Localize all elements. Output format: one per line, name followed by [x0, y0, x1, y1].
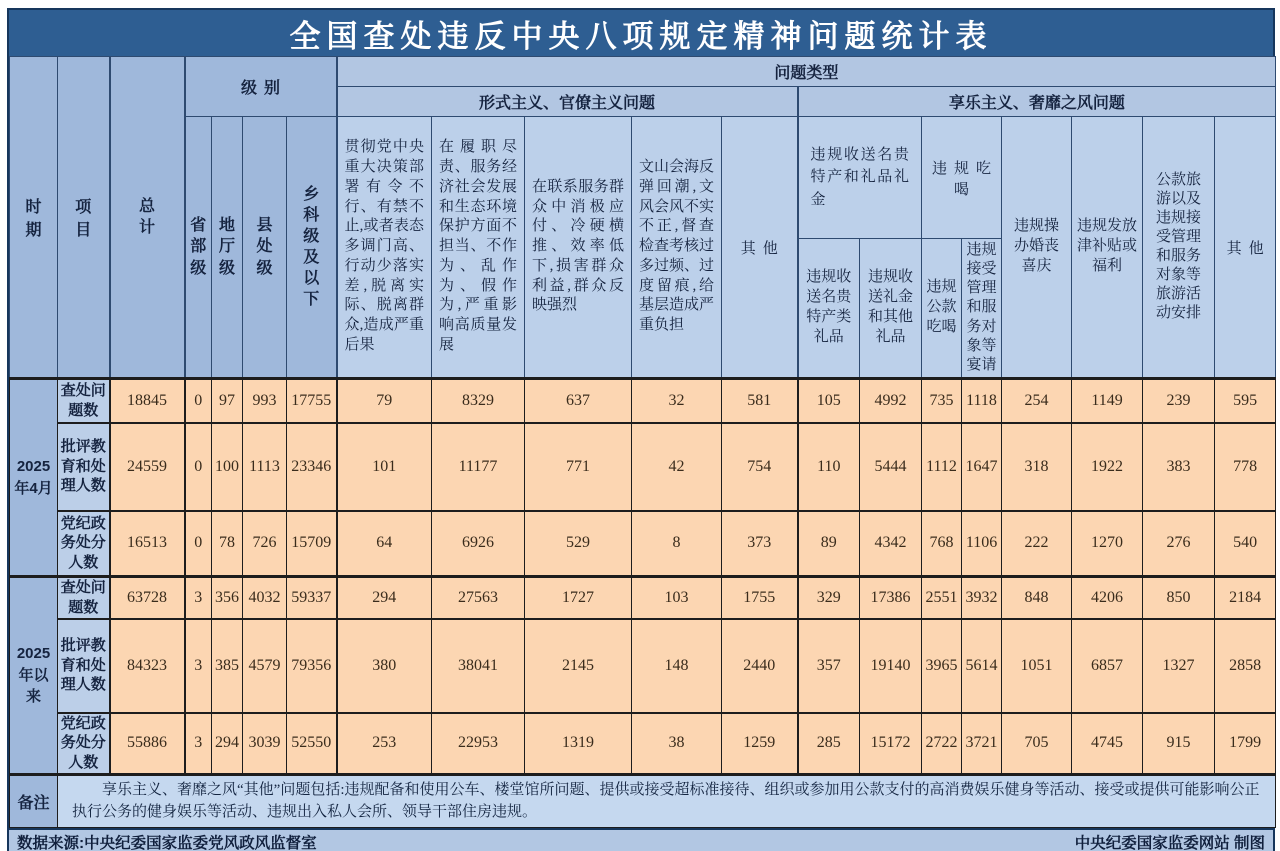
value-cell: 222 — [1002, 511, 1072, 577]
value-cell: 0 — [185, 511, 212, 577]
remark-text: 享乐主义、奢靡之风“其他”问题包括:违规配备和使用公车、楼堂馆所问题、提供或接受超标准接待、组织或参加用公款支付的高消费娱乐健身等活动、接受或提供可能影响公正执行公务的健身娱乐等活动、违规出入私人会所、领导干部住房违规。 — [58, 774, 1276, 827]
value-cell: 97 — [212, 379, 243, 423]
remark-row — [10, 774, 1276, 827]
value-cell: 595 — [1215, 379, 1276, 423]
value-cell: 100 — [212, 423, 243, 511]
value-cell: 373 — [722, 511, 798, 577]
value-cell: 4745 — [1072, 713, 1143, 775]
row-label: 批评教育和处理人数 — [58, 619, 110, 713]
value-cell: 1118 — [962, 379, 1002, 423]
value-cell: 735 — [922, 379, 962, 423]
data-row — [10, 379, 1276, 423]
value-cell: 64 — [337, 511, 432, 577]
value-cell: 0 — [185, 379, 212, 423]
value-cell: 105 — [798, 379, 860, 423]
col-header-level-prefecture: 地厅级 — [212, 117, 243, 379]
row-label: 查处问题数 — [58, 577, 110, 619]
col-header-level-township: 乡科级及以下 — [287, 117, 337, 379]
value-cell: 239 — [1143, 379, 1215, 423]
remark-label: 备注 — [10, 774, 58, 827]
value-cell: 276 — [1143, 511, 1215, 577]
value-cell: 1270 — [1072, 511, 1143, 577]
value-cell: 2722 — [922, 713, 962, 775]
data-row — [10, 713, 1276, 775]
data-row — [10, 577, 1276, 619]
period-cell: 2025年4月 — [10, 379, 58, 577]
value-cell: 3965 — [922, 619, 962, 713]
value-cell: 754 — [722, 423, 798, 511]
value-cell: 540 — [1215, 511, 1276, 577]
value-cell: 11177 — [432, 423, 525, 511]
col-header-formalism-4: 文山会海反弹回潮,文风会风不实不正,督查检查考核过多过频、过度留痕,给基层造成严重负担 — [632, 117, 722, 379]
statistics-sheet — [7, 8, 1275, 851]
value-cell: 1149 — [1072, 379, 1143, 423]
table-title: 全国查处违反中央八项规定精神问题统计表 — [9, 10, 1273, 56]
value-cell: 110 — [798, 423, 860, 511]
value-cell: 63728 — [110, 577, 185, 619]
value-cell: 318 — [1002, 423, 1072, 511]
value-cell: 42 — [632, 423, 722, 511]
value-cell: 8329 — [432, 379, 525, 423]
value-cell: 329 — [798, 577, 860, 619]
value-cell: 2551 — [922, 577, 962, 619]
value-cell: 32 — [632, 379, 722, 423]
value-cell: 581 — [722, 379, 798, 423]
value-cell: 18845 — [110, 379, 185, 423]
value-cell: 38041 — [432, 619, 525, 713]
data-row — [10, 511, 1276, 577]
value-cell: 357 — [798, 619, 860, 713]
header-row-1 — [10, 57, 1276, 87]
value-cell: 89 — [798, 511, 860, 577]
value-cell: 1799 — [1215, 713, 1276, 775]
col-header-total-label: 总计 — [138, 197, 155, 236]
value-cell: 103 — [632, 577, 722, 619]
value-cell: 850 — [1143, 577, 1215, 619]
value-cell: 78 — [212, 511, 243, 577]
value-cell: 356 — [212, 577, 243, 619]
value-cell: 1922 — [1072, 423, 1143, 511]
value-cell: 383 — [1143, 423, 1215, 511]
value-cell: 27563 — [432, 577, 525, 619]
col-header-item: 项目 — [58, 57, 110, 379]
footer-bar — [9, 828, 1273, 851]
value-cell: 4992 — [860, 379, 922, 423]
col-header-public-funds-dining: 违规公款吃喝 — [922, 239, 962, 379]
value-cell: 2440 — [722, 619, 798, 713]
col-header-formalism-3: 在联系服务群众中消极应付、冷硬横推、效率低下,损害群众利益,群众反映强烈 — [525, 117, 632, 379]
value-cell: 0 — [185, 423, 212, 511]
group-header-gifts: 违规收送名贵特产和礼品礼金 — [798, 117, 922, 239]
value-cell: 16513 — [110, 511, 185, 577]
group-header-formalism: 形式主义、官僚主义问题 — [337, 87, 798, 117]
value-cell: 52550 — [287, 713, 337, 775]
value-cell: 1106 — [962, 511, 1002, 577]
col-header-gifts-specialty: 违规收送名贵特产类礼品 — [798, 239, 860, 379]
col-header-hedonism-other: 其他 — [1215, 117, 1276, 379]
value-cell: 3 — [185, 577, 212, 619]
col-header-weddings-funerals: 违规操办婚丧喜庆 — [1002, 117, 1072, 379]
value-cell: 59337 — [287, 577, 337, 619]
value-cell: 79356 — [287, 619, 337, 713]
value-cell: 17386 — [860, 577, 922, 619]
value-cell: 1259 — [722, 713, 798, 775]
value-cell: 1319 — [525, 713, 632, 775]
col-header-formalism-2: 在履职尽责、服务经济社会发展和生态环境保护方面不担当、不作为、乱作为、假作为,严重影响高质量发展 — [432, 117, 525, 379]
value-cell: 6926 — [432, 511, 525, 577]
value-cell: 1755 — [722, 577, 798, 619]
value-cell: 726 — [243, 511, 287, 577]
value-cell: 2145 — [525, 619, 632, 713]
value-cell: 6857 — [1072, 619, 1143, 713]
value-cell: 778 — [1215, 423, 1276, 511]
data-source: 数据来源:中央纪委国家监委党风政风监督室 — [17, 834, 317, 851]
value-cell: 4206 — [1072, 577, 1143, 619]
group-header-level: 级别 — [185, 57, 337, 117]
value-cell: 993 — [243, 379, 287, 423]
col-header-banquet-acceptance: 违规接受管理和服务对象等宴请 — [962, 239, 1002, 379]
value-cell: 3039 — [243, 713, 287, 775]
value-cell: 79 — [337, 379, 432, 423]
col-header-formalism-1: 贯彻党中央重大决策部署有令不行、有禁不止,或者表态多调门高、行动少落实差,脱离实际、脱离群众,造成严重后果 — [337, 117, 432, 379]
value-cell: 4342 — [860, 511, 922, 577]
row-label: 查处问题数 — [58, 379, 110, 423]
value-cell: 148 — [632, 619, 722, 713]
value-cell: 17755 — [287, 379, 337, 423]
value-cell: 4032 — [243, 577, 287, 619]
value-cell: 22953 — [432, 713, 525, 775]
value-cell: 253 — [337, 713, 432, 775]
col-header-level-province: 省部级 — [185, 117, 212, 379]
row-label: 党纪政务处分人数 — [58, 511, 110, 577]
value-cell: 3 — [185, 619, 212, 713]
col-header-formalism-other: 其他 — [722, 117, 798, 379]
value-cell: 529 — [525, 511, 632, 577]
value-cell: 768 — [922, 511, 962, 577]
value-cell: 3721 — [962, 713, 1002, 775]
value-cell: 2184 — [1215, 577, 1276, 619]
value-cell: 84323 — [110, 619, 185, 713]
row-label: 党纪政务处分人数 — [58, 713, 110, 775]
data-row — [10, 423, 1276, 511]
value-cell: 1327 — [1143, 619, 1215, 713]
value-cell: 8 — [632, 511, 722, 577]
value-cell: 385 — [212, 619, 243, 713]
col-header-total — [110, 57, 185, 379]
value-cell: 1727 — [525, 577, 632, 619]
col-header-public-travel: 公款旅游以及违规接受管理和服务对象等旅游活动安排 — [1143, 117, 1215, 379]
group-header-problem-type: 问题类型 — [337, 57, 1276, 87]
value-cell: 5444 — [860, 423, 922, 511]
col-header-period: 时期 — [10, 57, 58, 379]
value-cell: 1113 — [243, 423, 287, 511]
data-row — [10, 619, 1276, 713]
value-cell: 2858 — [1215, 619, 1276, 713]
value-cell: 1112 — [922, 423, 962, 511]
row-label: 批评教育和处理人数 — [58, 423, 110, 511]
col-header-allowances: 违规发放津补贴或福利 — [1072, 117, 1143, 379]
value-cell: 15709 — [287, 511, 337, 577]
value-cell: 1051 — [1002, 619, 1072, 713]
value-cell: 771 — [525, 423, 632, 511]
value-cell: 24559 — [110, 423, 185, 511]
value-cell: 15172 — [860, 713, 922, 775]
group-header-hedonism: 享乐主义、奢靡之风问题 — [798, 87, 1276, 117]
value-cell: 380 — [337, 619, 432, 713]
value-cell: 285 — [798, 713, 860, 775]
value-cell: 915 — [1143, 713, 1215, 775]
value-cell: 5614 — [962, 619, 1002, 713]
col-header-gifts-cash: 违规收送礼金和其他礼品 — [860, 239, 922, 379]
credit: 中央纪委国家监委网站 制图 — [1074, 834, 1265, 851]
value-cell: 848 — [1002, 577, 1072, 619]
group-header-eating: 违规吃喝 — [922, 117, 1002, 239]
value-cell: 3932 — [962, 577, 1002, 619]
value-cell: 254 — [1002, 379, 1072, 423]
header-row-3 — [10, 117, 1276, 239]
value-cell: 55886 — [110, 713, 185, 775]
col-header-level-county: 县处级 — [243, 117, 287, 379]
period-cell: 2025年以来 — [10, 577, 58, 775]
value-cell: 4579 — [243, 619, 287, 713]
value-cell: 294 — [212, 713, 243, 775]
statistics-table — [9, 56, 1276, 828]
value-cell: 3 — [185, 713, 212, 775]
value-cell: 101 — [337, 423, 432, 511]
value-cell: 294 — [337, 577, 432, 619]
value-cell: 705 — [1002, 713, 1072, 775]
value-cell: 19140 — [860, 619, 922, 713]
value-cell: 38 — [632, 713, 722, 775]
value-cell: 23346 — [287, 423, 337, 511]
value-cell: 637 — [525, 379, 632, 423]
value-cell: 1647 — [962, 423, 1002, 511]
